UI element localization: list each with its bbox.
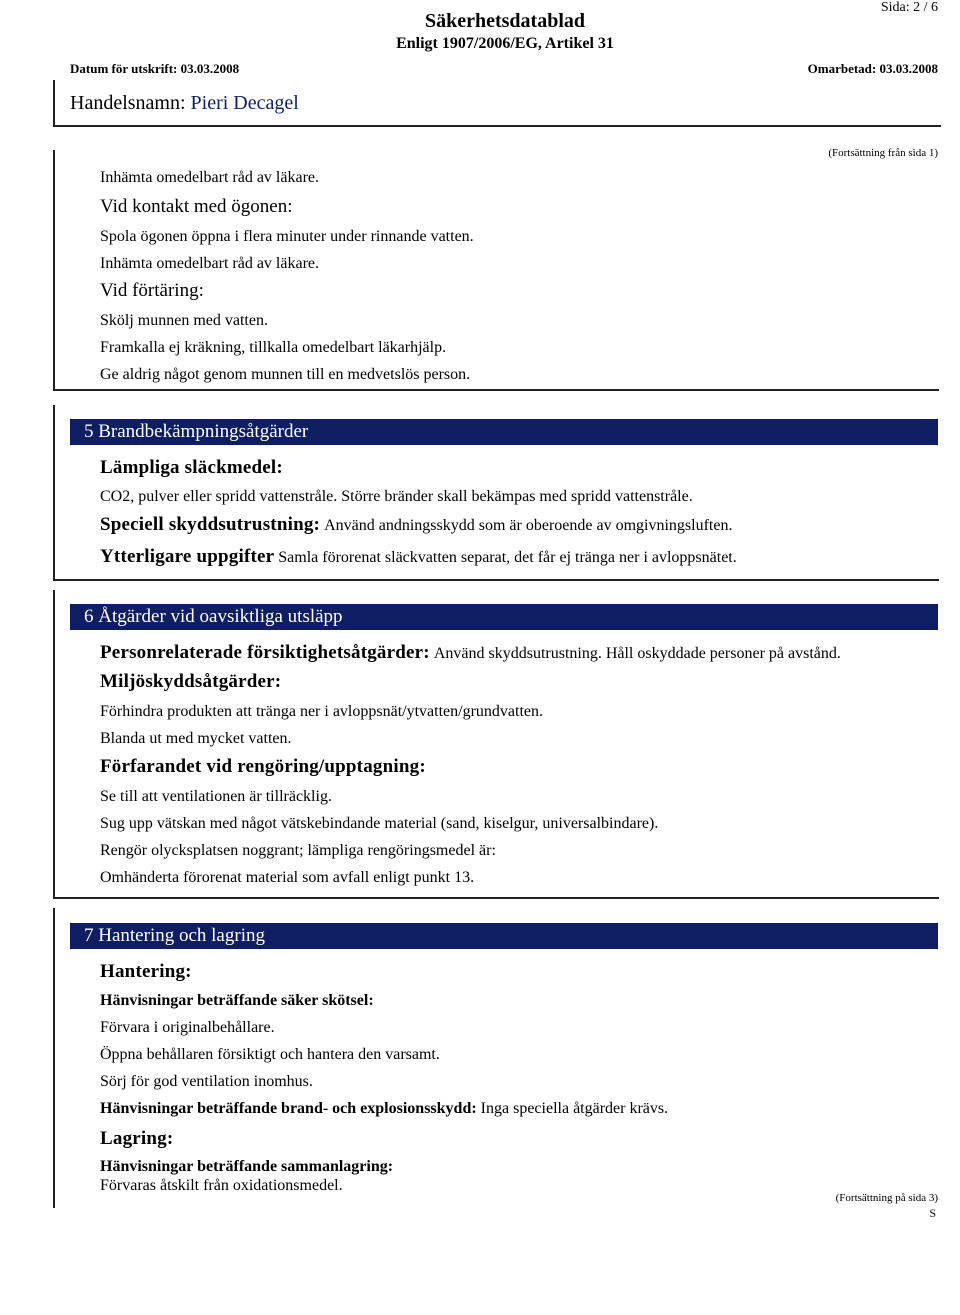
section-7-header: 7 Hantering och lagring — [70, 923, 938, 949]
footer-mark: S — [929, 1206, 936, 1220]
cleanup-text: Sug upp vätskan med något vätskebindande material (sand, kiselgur, universalbindare). — [100, 815, 659, 832]
ingestion-heading: Vid förtäring: — [100, 280, 204, 301]
fire-protection — [100, 1100, 668, 1118]
personal-precautions-heading: Personrelaterade försiktighetsåtgärder: — [100, 642, 430, 663]
revised-date: Omarbetad: 03.03.2008 — [807, 61, 938, 76]
safe-handling-heading: Hänvisningar beträffande säker skötsel: — [100, 992, 374, 1009]
environmental-text: Blanda ut med mycket vatten. — [100, 730, 292, 747]
storage-heading: Lagring: — [100, 1128, 174, 1149]
intro-line: Inhämta omedelbart råd av läkare. — [100, 169, 319, 186]
additional-info-text: Samla förorenat släckvatten separat, det får ej tränga ner i avloppsnätet. — [278, 549, 737, 566]
safe-handling-text: Förvara i originalbehållare. — [100, 1019, 275, 1036]
trade-name-label: Handelsnamn: — [70, 92, 186, 114]
safe-handling-text: Öppna behållaren försiktigt och hantera den varsamt. — [100, 1046, 440, 1063]
section-5-header: 5 Brandbekämpningsåtgärder — [70, 419, 938, 445]
special-equipment-text: Använd andningsskydd som är oberoende av omgivningsluften. — [324, 517, 733, 534]
document-title: Säkerhetsdatablad — [424, 10, 586, 32]
handling-heading: Hantering: — [100, 961, 192, 982]
safe-handling-text: Sörj för god ventilation inomhus. — [100, 1073, 313, 1090]
cleanup-heading: Förfarandet vid rengöring/upptagning: — [100, 756, 426, 777]
special-equipment-heading: Speciell skyddsutrustning: — [100, 514, 321, 535]
personal-precautions — [100, 642, 841, 664]
document-subtitle: Enligt 1907/2006/EG, Artikel 31 — [396, 35, 614, 52]
fire-protection-text: Inga speciella åtgärder krävs. — [480, 1100, 669, 1117]
continued-from-note: (Fortsättning från sida 1) — [828, 147, 938, 159]
extinguishing-media-text: CO2, pulver eller spridd vattenstråle. Större bränder skall bekämpas med spridd vattenstråle. — [100, 488, 693, 505]
left-rule — [53, 405, 55, 580]
print-date: Datum för utskrift: 03.03.2008 — [70, 61, 240, 76]
extinguishing-media-heading: Lämpliga släckmedel: — [100, 457, 283, 478]
section-divider — [53, 579, 939, 581]
personal-precautions-text: Använd skyddsutrustning. Håll oskyddade personer på avstånd. — [433, 645, 841, 662]
joint-storage-heading: Hänvisningar beträffande sammanlagring: — [100, 1158, 394, 1175]
trade-name-value: Pieri Decagel — [190, 92, 299, 114]
section-divider — [53, 897, 939, 899]
cleanup-text: Omhänderta förorenat material som avfall enligt punkt 13. — [100, 869, 475, 886]
ingestion-text: Ge aldrig något genom munnen till en medvetslös person. — [100, 366, 471, 383]
fire-protection-heading: Hänvisningar beträffande brand- och explosionsskydd: — [100, 1100, 477, 1117]
ingestion-text: Framkalla ej kräkning, tillkalla omedelbart läkarhjälp. — [100, 339, 447, 356]
cleanup-text: Rengör olycksplatsen noggrant; lämpliga rengöringsmedel är: — [100, 842, 496, 859]
environmental-heading: Miljöskyddsåtgärder: — [100, 671, 282, 692]
left-rule — [53, 590, 55, 898]
section-6-header: 6 Åtgärder vid oavsiktliga utsläpp — [70, 604, 938, 630]
section-divider — [53, 389, 939, 391]
left-rule — [53, 150, 55, 390]
trade-name — [70, 92, 299, 115]
ingestion-text: Skölj munnen med vatten. — [100, 312, 268, 329]
additional-info — [100, 546, 737, 568]
left-rule — [53, 908, 55, 1208]
additional-info-heading: Ytterligare uppgifter — [100, 546, 275, 567]
page-number: Sida: 2 / 6 — [880, 0, 938, 15]
eye-contact-heading: Vid kontakt med ögonen: — [100, 196, 293, 217]
eye-contact-text: Inhämta omedelbart råd av läkare. — [100, 255, 319, 272]
eye-contact-text: Spola ögonen öppna i flera minuter under rinnande vatten. — [100, 228, 474, 245]
continued-on-note: (Fortsättning på sida 3) — [835, 1192, 938, 1204]
joint-storage-text: Förvaras åtskilt från oxidationsmedel. — [100, 1177, 343, 1194]
environmental-text: Förhindra produkten att tränga ner i avloppsnät/ytvatten/grundvatten. — [100, 703, 543, 720]
cleanup-text: Se till att ventilationen är tillräcklig. — [100, 788, 332, 805]
special-equipment — [100, 514, 732, 536]
